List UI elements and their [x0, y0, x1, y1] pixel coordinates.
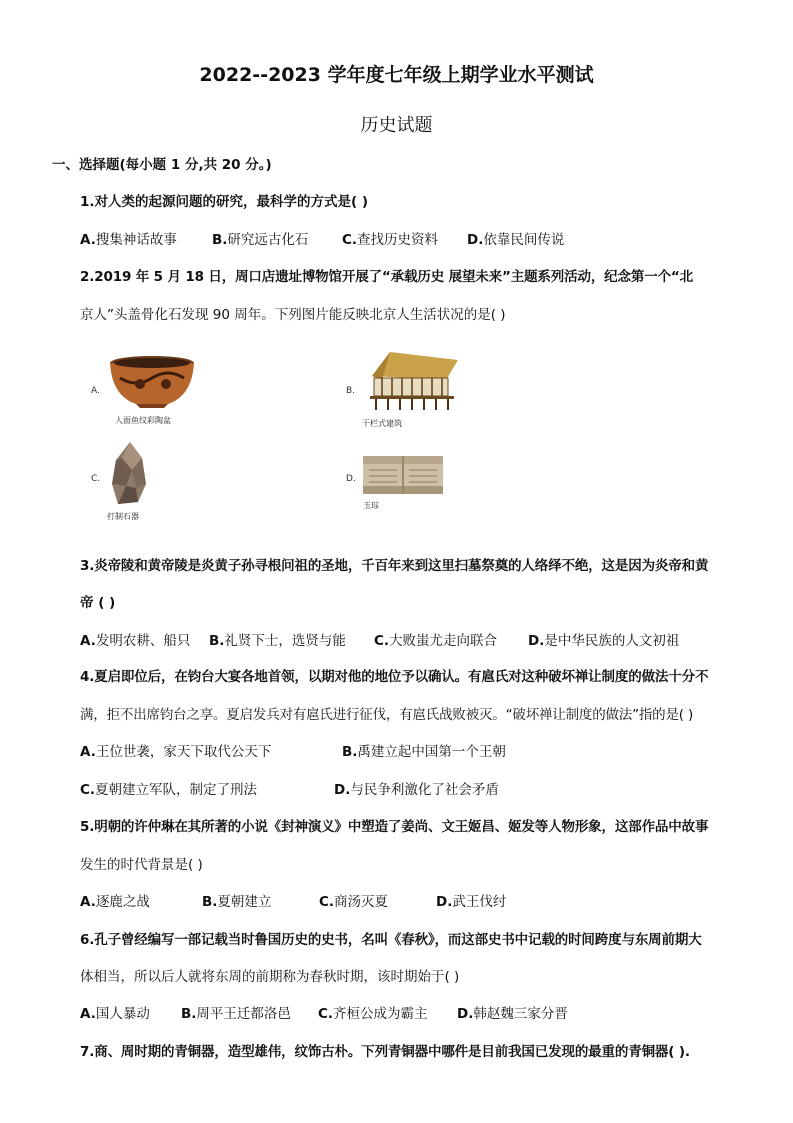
q5-option-b: B.夏朝建立	[202, 894, 272, 910]
q3-option-b: B.礼贤下士，选贤与能	[209, 633, 346, 649]
exam-title: 2022--2023 学年度七年级上期学业水平测试	[199, 64, 594, 86]
q4-option-b: B.禹建立起中国第一个王朝	[342, 744, 506, 760]
figure-b-caption: 干栏式建筑	[362, 419, 402, 428]
q5-option-d: D.武王伐纣	[436, 894, 507, 910]
figure-d-letter: D.	[346, 474, 356, 484]
exam-subtitle: 历史试题	[360, 115, 433, 136]
question-3-line-2: 帝 ( )	[80, 595, 116, 611]
q5-option-a: A.逐鹿之战	[80, 894, 150, 910]
q1-option-b: B.研究远古化石	[212, 232, 309, 248]
q3-option-d: D.是中华民族的人文初祖	[528, 633, 680, 649]
q4-option-c: C.夏朝建立军队，制定了刑法	[80, 782, 258, 798]
q6-option-b: B.周平王迁都洛邑	[181, 1006, 291, 1022]
q5-option-c: C.商汤灭夏	[319, 894, 389, 910]
question-4-line-1: 4.夏启即位后，在钧台大宴各地首领，以期对他的地位予以确认。有扈氏对这种破坏禅让制度的做法十分不	[80, 669, 709, 685]
stilt-house-image	[360, 350, 460, 412]
painted-pottery-basin-image	[106, 354, 198, 410]
q6-option-d: D.韩赵魏三家分晋	[457, 1006, 568, 1022]
figure-c-caption: 打制石器	[107, 512, 139, 521]
q1-option-d: D.依靠民间传说	[467, 232, 565, 248]
figure-d-caption: 玉琮	[363, 501, 379, 510]
question-5-line-1: 5.明朝的许仲琳在其所著的小说《封神演义》中塑造了姜尚、文王姬昌、姬发等人物形象，这部作品中故事	[80, 819, 709, 835]
figure-c-letter: C.	[91, 474, 101, 484]
question-2-line-2: 京人”头盖骨化石发现 90 周年。下列图片能反映北京人生活状况的是( )	[80, 307, 506, 323]
section-heading: 一、选择题(每小题 1 分,共 20 分。)	[52, 157, 272, 173]
q3-option-c: C.大败蚩尤走向联合	[374, 633, 498, 649]
q1-option-a: A.搜集神话故事	[80, 232, 177, 248]
question-1-stem: 1.对人类的起源问题的研究，最科学的方式是( )	[80, 194, 369, 210]
q4-option-a: A.王位世袭，家天下取代公天下	[80, 744, 272, 760]
question-7-stem: 7.商、周时期的青铜器，造型雄伟，纹饰古朴。下列青铜器中哪件是目前我国已发现的最重的青铜器( ).	[80, 1044, 690, 1060]
q3-option-a: A.发明农耕、船只	[80, 633, 191, 649]
question-6-line-2: 体相当，所以后人就将东周的前期称为春秋时期，该时期始于( )	[80, 969, 460, 985]
question-6-line-1: 6.孔子曾经编写一部记载当时鲁国历史的史书，名叫《春秋》，而这部史书中记载的时间跨度与东周前期大	[80, 932, 702, 948]
question-5-line-2: 发生的时代背景是( )	[80, 857, 203, 873]
q6-option-a: A.国人暴动	[80, 1006, 150, 1022]
figure-a-caption: 人面鱼纹彩陶盆	[115, 416, 171, 425]
question-3-line-1: 3.炎帝陵和黄帝陵是炎黄子孙寻根问祖的圣地，千百年来到这里扫墓祭奠的人络绎不绝，这是因为炎帝和黄	[80, 558, 709, 574]
q6-option-c: C.齐桓公成为霸主	[318, 1006, 428, 1022]
figure-a-letter: A.	[91, 386, 100, 396]
q1-option-c: C.查找历史资料	[342, 232, 439, 248]
figure-b-letter: B.	[346, 386, 356, 396]
q4-option-d: D.与民争利激化了社会矛盾	[334, 782, 499, 798]
jade-cong-image	[361, 452, 445, 498]
question-4-line-2: 满，拒不出席钧台之享。夏启发兵对有扈氏进行征伐，有扈氏战败被灭。“破坏禅让制度的做法”指的是( )	[80, 707, 694, 723]
chipped-stone-tool-image	[108, 440, 148, 506]
question-2-line-1: 2.2019 年 5 月 18 日，周口店遗址博物馆开展了“承载历史 展望未来”主题系列活动，纪念第一个“北	[80, 269, 693, 285]
